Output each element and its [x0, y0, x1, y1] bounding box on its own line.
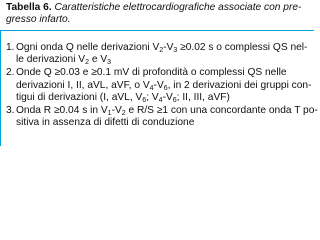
criterion-1-line-1: Ogni onda Q nelle derivazioni $V_2-V_3 \ge 0.02$ s o complessi QS nel- [16, 42, 308, 54]
criterion-number-2: 2. [6, 67, 15, 79]
criterion-text-1 [16, 42, 311, 66]
criterion-2-line-3: tigui di derivazioni (I, aVL, $V_6$; $V_4-V_6$; II, III, aVF) [16, 91, 230, 104]
criterion-item-3 [6, 105, 318, 129]
criterion-text-2 [16, 67, 311, 104]
caption-line-1 [6, 2, 308, 14]
criterion-1-line-2: le derivazioni $V_2$ e $V_3$ [16, 54, 112, 67]
criterion-2-line-1: Onde Q ≥0.03 e ≥0.1 mV di profondità o complessi QS nelle [16, 67, 287, 79]
caption-text-line-1: Caratteristiche elettrocardiografiche associate con pre- [54, 2, 302, 13]
criterion-item-2 [6, 67, 311, 104]
table-label: Tabella 6. [6, 2, 52, 13]
criterion-item-1 [6, 42, 311, 66]
criterion-3-line-2: sitiva in assenza di difetti di conduzione [16, 117, 195, 129]
criterion-text-3 [16, 105, 318, 129]
criterion-2-line-2: derivazioni I, II, aVL, aVF, o $V_4-V_6$, in 2 derivazioni dei gruppi con- [16, 79, 312, 92]
criterion-number-3: 3. [6, 105, 15, 117]
criteria-list [6, 42, 318, 130]
table-caption [0, 0, 314, 31]
criterion-3-line-1: Onda R ≥0.04 s in $V_1-V_2$ e R/S ≥1 con una concordante onda T po- [16, 105, 318, 118]
criterion-number-1: 1. [6, 42, 15, 53]
caption-line-2: gresso infarto. [6, 14, 71, 26]
